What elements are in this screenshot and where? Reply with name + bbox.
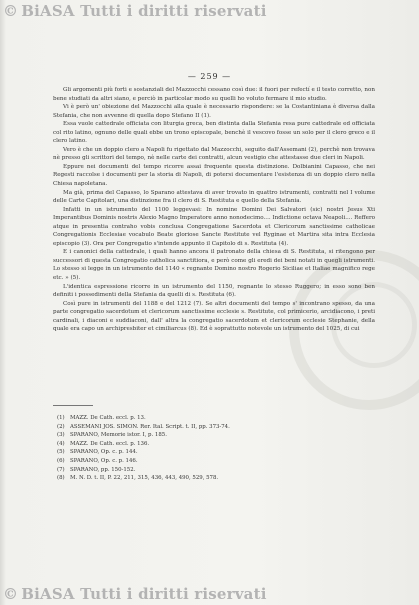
footnote (57, 423, 347, 432)
paragraph: Vi è però un' obiezione del Mazzocchi alla quale è necessario rispondere: se la Costantiniana è diversa dalla Stefania, che non avvenne di quella dopo Stefano II (1). (53, 104, 375, 119)
footnote (57, 414, 347, 423)
footnote-text: MAZZ. De Cath. eccl. p. 136. (70, 440, 150, 447)
footnote-number: (8) (57, 475, 65, 482)
footnote-number: (7) (57, 466, 65, 473)
footnote (57, 431, 347, 440)
paragraph: Così pure in istrumenti del 1188 e del 1212 (7). Se altri documenti del tempo s' incontrano spesso, da una parte congregatio sacerdotum et clericorum sanctissime ecclesie s. Restitute, col primicerio, arcidiacono, i preti cardinali, i diaconi e suddiaconi, dall' altra la congregatio sacerdotum et clericorum ecclesie Stephanie, della quale era capo un archipresbiter et cimiliarcus (8). Ed è soprattutto notevole un istrumento del 1025, di cui (53, 300, 375, 333)
footnotes (57, 414, 347, 483)
copyright-icon: © (3, 585, 19, 603)
footnote-divider (53, 405, 93, 406)
footnote (57, 466, 347, 475)
footnote-text: SPARANO, pp. 150-152. (70, 466, 136, 473)
footnote-text: M. N. D. t. II, P. 22, 211, 315, 436, 443, 490, 529, 578. (70, 475, 219, 482)
footnote-number: (5) (57, 449, 65, 456)
footnote-text: SPARANO, Memorie istor. I, p. 185. (70, 432, 167, 439)
footnote-number: (1) (57, 415, 65, 421)
copyright-icon: © (3, 2, 19, 20)
page-number: — 259 — (187, 72, 232, 81)
body-text (53, 86, 375, 334)
footnote-text: SPARANO, Op. c. p. 144. (70, 449, 138, 456)
footnote-text: SPARANO, Op. c. p. 146. (70, 457, 138, 464)
paragraph: Vero è che un doppio clero a Napoli fu rigettato dal Mazzocchi, seguito dall'Assemani (2), perchè non trovava nè presso gli scrittori del tempo, nè nelle carte dei contratti, alcun vestigio che attestasse due cleri in Napoli. (53, 146, 375, 162)
paragraph: Gli argomenti più forti e sostanziali del Mazzocchi cessano così due: il fuori per refectí e il testo corretto, non bene studiati da altri siano, e perciò in particolar modo su quelli ho voluto fermare il mio studio. (53, 87, 375, 102)
paragraph: Infatti in un istrumento del 1100 leggevasi: In nomine Domini Dei Salvatori (sic) nostri Jesus Xti Imperantibus Dominis nostris Alexio Magno Imperatore anno nonodecimo.... Indictione octava Neapoli.... Reffero atque in presentia contraho vobis conclusa Congregatione Sacerdota et Clericorum sanctissime catholicae Congregationis Ecclesiae vocabulo Beate gloriose Sancte Restitute vel Ryginae et Martira sita intra Ecclesia episcopio (3). Ora per Congregatio s'intende appunto il Capitolo di s. Restituta (4). (53, 206, 375, 247)
bottom-watermark (0, 583, 419, 605)
footnote-number: (4) (57, 440, 65, 447)
top-watermark-text: BiASA Tutti i diritti riservati (21, 2, 267, 20)
paragraph: E i canonici della cattedrale, i quali hanno ancora il patronato della chiesa di S. Restituta, si ritengono per successori di questa Congregatio catholica sanctitiora, e però come gli eredi dei beni notati in quegli istrumenti. Lo stesso si legge in un istrumento del 1140 « regnante Domino nostro Rogerio Siciliae et Italiae magnifico rege etc. » (5). (53, 249, 375, 282)
paragraph: Essa vuole cattedrale officiata con liturgia greca, ben distinta dalla Stefania resa pure cattedrale ed officiata col rito latino, ognuno delle quali ebbe un trono episcopale, benchè il vescovo fosse un solo per il clero greco e il clero latino. (53, 121, 375, 145)
footnote (57, 457, 347, 466)
footnote-number: (3) (57, 432, 65, 439)
footnote-number: (6) (57, 457, 65, 464)
footnote-text: ASSEMANI JOS. SIMON. Rer. Ital. Script. t. II, pp. 373-74. (70, 423, 230, 430)
footnote (57, 440, 347, 449)
paragraph: Ma già, prima del Capasso, lo Sparano attestava di aver trovato in quattro istrumenti, contratti nel I volume delle Carte Capitolari, una distinzione fra il clero di S. Restituta e quello della Stefania. (53, 189, 375, 205)
footnote-text: MAZZ. De Cath. eccl. p. 13. (70, 415, 146, 421)
paragraph: L'identica espressione ricorre in un istrumento del 1150, regnante lo stesso Ruggero; in esso sono ben definiti i possedimenti della Stefania da quelli di s. Restituta (6). (53, 283, 375, 299)
top-watermark (0, 0, 419, 22)
bottom-watermark-text: BiASA Tutti i diritti riservati (21, 585, 267, 603)
footnote (57, 474, 347, 483)
footnote (57, 448, 347, 457)
paragraph: Eppure nei documenti del tempo ricorre assai frequente questa distinzione. Dolbianini Capasso, che nei Regesti raccolse i documenti per la storia di Napoli, di potersi documentare l'esistenza di un doppio clero nella Chiesa napoletana. (53, 163, 375, 188)
footnote-number: (2) (57, 423, 65, 430)
